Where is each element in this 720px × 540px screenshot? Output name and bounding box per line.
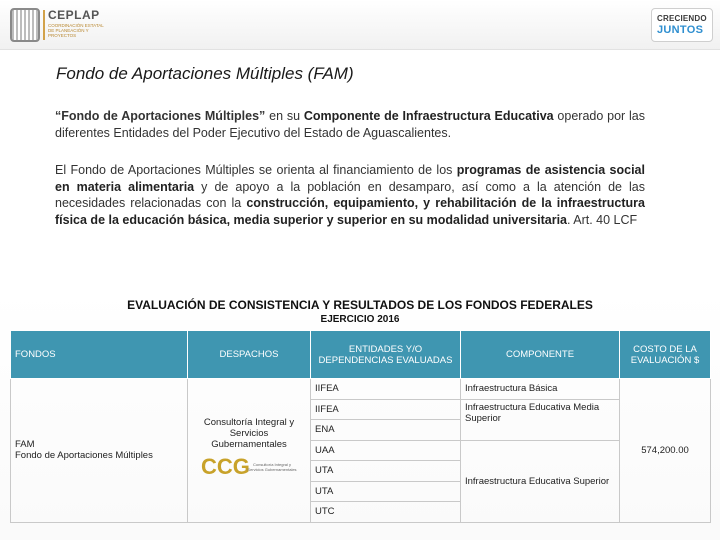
- costo-cell: 574,200.00: [620, 379, 711, 523]
- entidad-cell: ENA: [311, 420, 461, 441]
- componente-cell: Infraestructura Educativa Media Superior: [461, 399, 620, 440]
- ccg-logo-mark: CCG: [201, 454, 250, 480]
- juntos-logo-bottom: JUNTOS: [657, 24, 704, 36]
- ceplap-subtitle: COORDINACIÓN ESTATAL DE PLANEACIÓN Y PROYECTOS: [48, 23, 104, 38]
- fund-quote: “Fondo de Aportaciones Múltiples”: [55, 109, 266, 123]
- desc-text-1: El Fondo de Aportaciones Múltiples se orienta al financiamiento de los: [55, 163, 457, 177]
- desc-bold-1: programas de asistencia social en materia alimentaria: [55, 163, 645, 194]
- entidad-cell: IIFEA: [311, 379, 461, 400]
- intro-mid: en su: [265, 109, 304, 123]
- componente-cell: Infraestructura Básica: [461, 379, 620, 400]
- header-costo: COSTO DE LA EVALUACIÓN $: [620, 331, 711, 379]
- entidad-cell: UAA: [311, 440, 461, 461]
- entidad-cell: UTA: [311, 481, 461, 502]
- header-despachos: DESPACHOS: [188, 331, 311, 379]
- header-entidades: ENTIDADES Y/O DEPENDENCIAS EVALUADAS: [311, 331, 461, 379]
- header-componente: COMPONENTE: [461, 331, 620, 379]
- fondo-name: Fondo de Aportaciones Múltiples: [15, 450, 153, 462]
- header-band: [0, 0, 720, 50]
- intro-paragraph: [55, 108, 645, 141]
- despacho-name: Consultoría Integral y Servicios Gubernamentales: [203, 417, 295, 451]
- state-seal-icon: [10, 8, 40, 42]
- entidad-cell: UTC: [311, 502, 461, 523]
- juntos-logo-top: CRECIENDO: [657, 14, 707, 23]
- description-paragraph: [55, 162, 645, 228]
- fondo-code: FAM: [15, 439, 35, 451]
- creciendo-juntos-logo: [651, 8, 713, 42]
- component-name: Componente de Infraestructura Educativa: [303, 109, 554, 123]
- evaluation-subtitle: EJERCICIO 2016: [320, 314, 400, 325]
- evaluation-table: [10, 330, 711, 523]
- ceplap-name: CEPLAP: [48, 8, 100, 22]
- desc-text-3: . Art. 40 LCF: [567, 212, 638, 227]
- table-header-row: [11, 331, 711, 379]
- evaluation-title: EVALUACIÓN DE CONSISTENCIA Y RESULTADOS DE LOS FONDOS FEDERALES: [127, 298, 593, 312]
- logo-divider: [43, 10, 45, 40]
- page-title: Fondo de Aportaciones Múltiples (FAM): [56, 64, 354, 83]
- componente-cell: Infraestructura Educativa Superior: [461, 440, 620, 522]
- fondo-cell: [11, 379, 188, 523]
- desc-bold-2: construcción, equipamiento, y rehabilitación de la infraestructura física de la educación básica, media superior y superior en su modalidad universitaria: [55, 196, 645, 227]
- ccg-logo: [201, 454, 297, 480]
- ccg-logo-text: Consultoría Integral y Servicios Gubernamentales: [247, 462, 297, 473]
- entidad-cell: UTA: [311, 461, 461, 482]
- table-row: [11, 379, 711, 400]
- despacho-cell: [188, 379, 311, 523]
- entidad-cell: IIFEA: [311, 399, 461, 420]
- intro-rest: operado por las diferentes Entidades del Poder Ejecutivo del Estado de Aguascalientes.: [55, 109, 645, 140]
- desc-text-2: y de apoyo a la población en desamparo, así como a la atención de las necesidades relacionadas con la: [55, 179, 645, 210]
- header-fondos: FONDOS: [11, 331, 188, 379]
- ceplap-logo: [10, 6, 130, 44]
- evaluation-table-section: [10, 298, 710, 523]
